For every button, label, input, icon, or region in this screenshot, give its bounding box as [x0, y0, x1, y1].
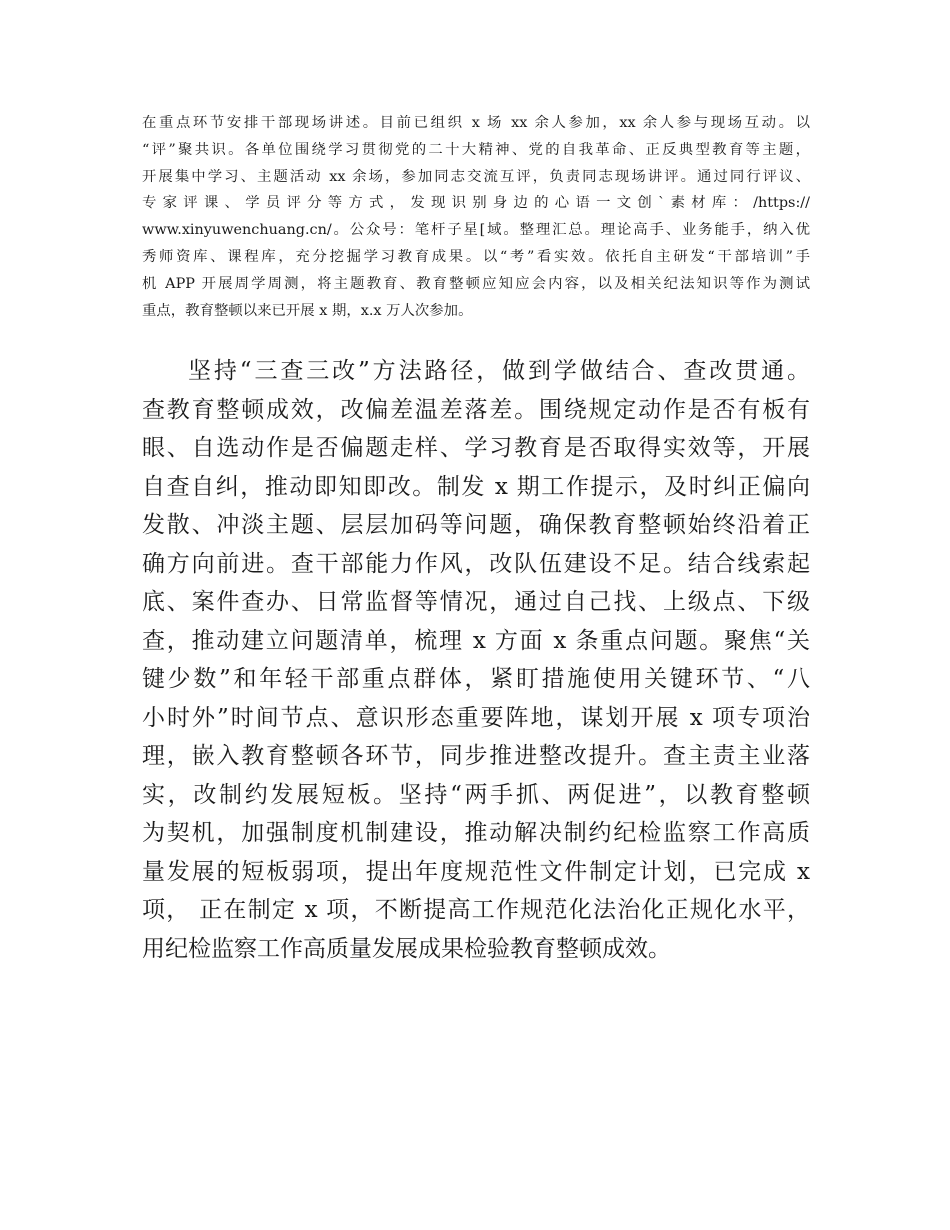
main-paragraph [142, 352, 810, 968]
main-paragraph-line: 实，改制约发展短板。坚持“两手抓、两促进”，以教育整顿 [142, 781, 810, 808]
main-paragraph-line: 眼、自选动作是否偏题走样、学习教育是否取得实效等，开展 [142, 435, 810, 461]
main-paragraph-line: 项， 正在制定 x 项，不断提高工作规范化法治化正规化水平， [142, 897, 810, 923]
main-paragraph-line: 发散、冲淡主题、层层加码等问题，确保教育整顿始终沿着正 [142, 512, 810, 538]
main-paragraph-line: 量发展的短板弱项，提出年度规范性文件制定计划，已完成 x [142, 858, 810, 885]
main-paragraph-line: 键少数”和年轻干部重点群体，紧盯措施使用关键环节、“八 [142, 666, 810, 692]
top-paragraph-line: www.xinyuwenchuang.cn/。公众号：笔杆子星[域。整理汇总。理论高手、业务能手，纳入优 [142, 222, 810, 239]
main-paragraph-line: 查教育整顿成效，改偏差温差落差。围绕规定动作是否有板有 [142, 396, 810, 423]
top-paragraph-line: 在重点环节安排干部现场讲述。目前已组织 x 场 xx 余人参加，xx 余人参与现场互动。以 [142, 115, 810, 131]
main-paragraph-line: 用纪检监察工作高质量发展成果检验教育整顿成效。 [142, 935, 671, 962]
main-paragraph-line: 小时外”时间节点、意识形态重要阵地，谋划开展 x 项专项治 [142, 704, 810, 731]
top-paragraph-line: “评”聚共识。各单位围绕学习贯彻党的二十大精神、党的自我革命、正反典型教育等主题， [142, 141, 810, 158]
top-paragraph-line: 专 家 评 课 、 学 员 评 分 等 方 式 ， 发 现 识 别 身 边 的 心 语 一 文 创 ` 素 材 库 ： /https:// [142, 195, 810, 212]
top-paragraph [142, 110, 810, 324]
main-paragraph-line: 底、案件查办、日常监督等情况，通过自己找、上级点、下级 [142, 589, 810, 615]
main-paragraph-line: 坚持“三查三改”方法路径，做到学做结合、查改贯通。 [188, 358, 810, 384]
main-paragraph-line: 查，推动建立问题清单，梳理 x 方面 x 条重点问题。聚焦“关 [142, 627, 810, 654]
top-paragraph-line: 机 APP 开展周学周测，将主题教育、教育整顿应知应会内容，以及相关纪法知识等作为测试 [142, 275, 810, 292]
main-paragraph-line: 确方向前进。查干部能力作风，改队伍建设不足。结合线索起 [142, 550, 810, 577]
top-paragraph-line: 秀师资库、课程库，充分挖掘学习教育成果。以“考”看实效。依托自主研发“干部培训”手 [142, 248, 810, 265]
main-paragraph-line: 自查自纠，推动即知即改。制发 x 期工作提示，及时纠正偏向 [142, 473, 810, 500]
top-paragraph-line: 重点，教育整顿以来已开展 x 期，x.x 万人次参加。 [142, 302, 473, 319]
main-paragraph-line: 理，嵌入教育整顿各环节，同步推进整改提升。查主责主业落 [142, 743, 810, 769]
top-paragraph-line: 开展集中学习、主题活动 xx 余场，参加同志交流互评，负责同志现场讲评。通过同行评议、 [142, 168, 810, 185]
main-paragraph-line: 为契机，加强制度机制建设，推动解决制约纪检监察工作高质 [142, 820, 810, 846]
